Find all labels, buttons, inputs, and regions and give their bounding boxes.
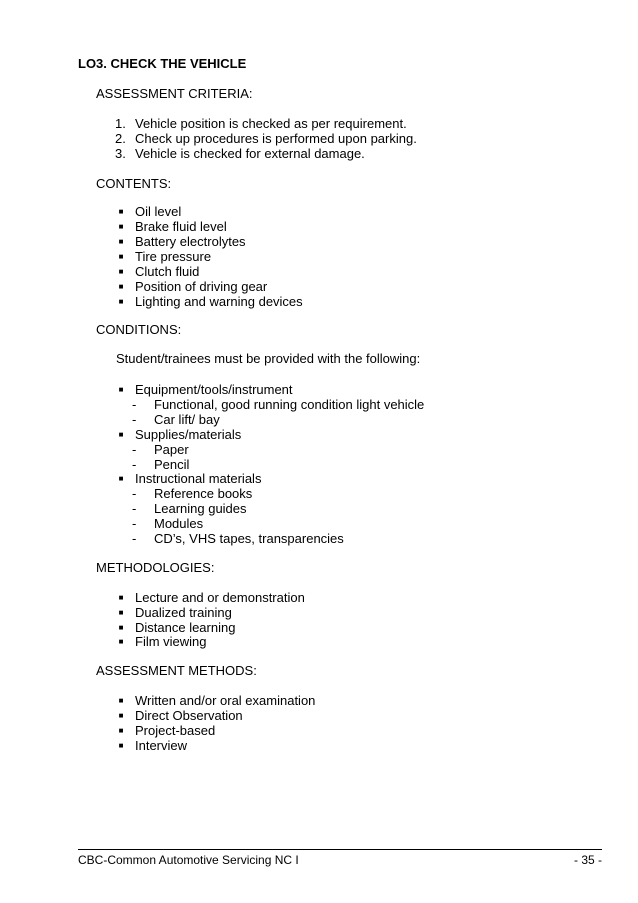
assessment-criteria-title: ASSESSMENT CRITERIA: [96,86,253,101]
footer-rule [78,849,602,850]
dash-icon: - [132,531,137,546]
footer-title: CBC-Common Automotive Servicing NC I [78,853,299,867]
bullet-icon: ■ [118,474,124,483]
assessment-methods-title: ASSESSMENT METHODS: [96,663,257,678]
assessment-method-item: Project-based [135,723,216,738]
conditions-subitem: Functional, good running condition light vehicle [154,397,425,412]
heading: LO3. CHECK THE VEHICLE [78,56,247,71]
bullet-icon: ■ [118,637,124,646]
contents-item: Oil level [135,204,182,219]
methodology-item: Film viewing [135,634,207,649]
bullet-icon: ■ [118,297,124,306]
contents-item: Lighting and warning devices [135,294,303,309]
bullet-icon: ■ [118,252,124,261]
assessment-method-item: Written and/or oral examination [135,693,316,708]
conditions-subitem: Reference books [154,486,253,501]
bullet-icon: ■ [118,207,124,216]
methodology-item: Lecture and or demonstration [135,590,305,605]
assessment-method-item: Direct Observation [135,708,243,723]
bullet-icon: ■ [118,267,124,276]
bullet-icon: ■ [118,222,124,231]
conditions-subitem: Pencil [154,457,190,472]
dash-icon: - [132,442,137,457]
assessment-method-item: Interview [135,738,188,753]
conditions-intro: Student/trainees must be provided with the following: [116,351,421,366]
dash-icon: - [132,516,137,531]
bullet-icon: ■ [118,726,124,735]
contents-item: Brake fluid level [135,219,227,234]
methodology-item: Distance learning [135,620,236,635]
contents-title: CONTENTS: [96,176,172,191]
bullet-icon: ■ [118,385,124,394]
conditions-group-label: Supplies/materials [135,427,242,442]
criteria-number: 1. [115,116,126,131]
conditions-subitem: Paper [154,442,189,457]
contents-item: Clutch fluid [135,264,200,279]
criteria-number: 2. [115,131,126,146]
bullet-icon: ■ [118,711,124,720]
conditions-subitem: CD’s, VHS tapes, transparencies [154,531,344,546]
criteria-item: Check up procedures is performed upon parking. [135,131,417,146]
criteria-number: 3. [115,146,126,161]
contents-item: Tire pressure [135,249,212,264]
dash-icon: - [132,397,137,412]
page-number: - 35 - [573,853,602,867]
dash-icon: - [132,457,137,472]
methodologies-title: METHODOLOGIES: [96,560,215,575]
methodology-item: Dualized training [135,605,232,620]
conditions-title: CONDITIONS: [96,322,182,337]
bullet-icon: ■ [118,696,124,705]
bullet-icon: ■ [118,282,124,291]
dash-icon: - [132,501,137,516]
contents-item: Position of driving gear [135,279,268,294]
bullet-icon: ■ [118,593,124,602]
bullet-icon: ■ [118,623,124,632]
conditions-subitem: Learning guides [154,501,247,516]
conditions-group-label: Instructional materials [135,471,262,486]
bullet-icon: ■ [118,237,124,246]
conditions-group-label: Equipment/tools/instrument [135,382,293,397]
bullet-icon: ■ [118,608,124,617]
dash-icon: - [132,486,137,501]
conditions-subitem: Car lift/ bay [154,412,220,427]
bullet-icon: ■ [118,741,124,750]
conditions-subitem: Modules [154,516,204,531]
bullet-icon: ■ [118,430,124,439]
contents-item: Battery electrolytes [135,234,246,249]
criteria-item: Vehicle is checked for external damage. [135,146,365,161]
criteria-item: Vehicle position is checked as per requirement. [135,116,407,131]
dash-icon: - [132,412,137,427]
